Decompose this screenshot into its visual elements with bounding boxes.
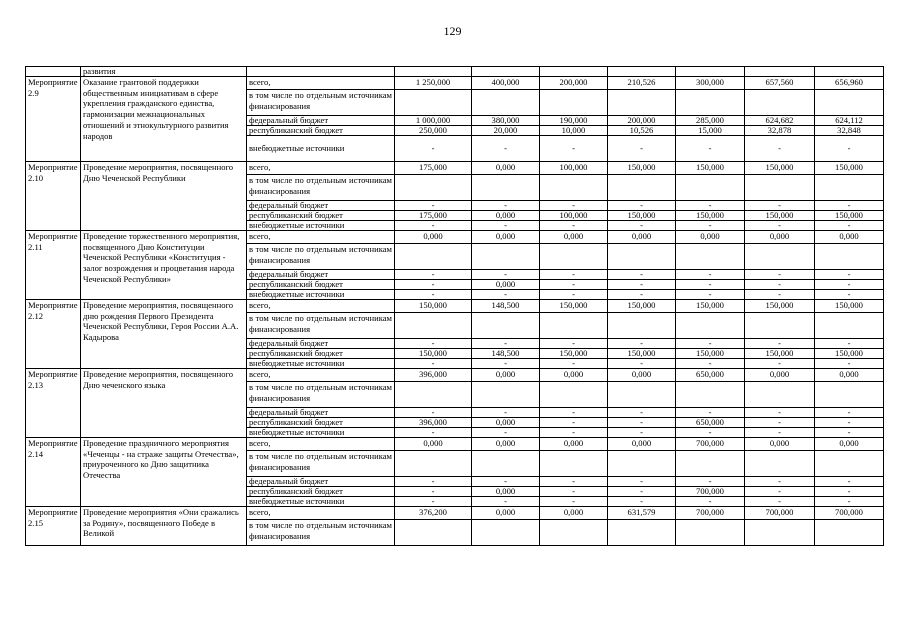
value-cell: 0,000 <box>540 438 608 451</box>
value-cell: - <box>745 221 815 231</box>
value-cell: - <box>395 270 472 280</box>
value-cell: - <box>608 290 676 300</box>
value-cell: 650,000 <box>676 418 745 428</box>
value-cell: - <box>472 359 540 369</box>
value-cell: - <box>395 136 472 162</box>
source-extrabudget: внебюджетные источники <box>247 497 395 507</box>
empty-cell <box>472 451 540 477</box>
value-cell: 0,000 <box>608 369 676 382</box>
empty-cell <box>815 244 884 270</box>
value-cell: 150,000 <box>395 349 472 359</box>
value-cell: - <box>815 201 884 211</box>
value-cell: - <box>395 201 472 211</box>
value-cell: 0,000 <box>745 231 815 244</box>
value-cell: - <box>676 280 745 290</box>
value-cell: 700,000 <box>676 438 745 451</box>
value-cell: - <box>608 136 676 162</box>
value-cell: 0,000 <box>540 369 608 382</box>
empty-cell <box>676 90 745 116</box>
measure-code: Мероприятие 2.12 <box>26 300 81 369</box>
value-cell: 150,000 <box>540 349 608 359</box>
value-cell: 150,000 <box>608 300 676 313</box>
source-extrabudget: внебюджетные источники <box>247 136 395 162</box>
value-cell: 100,000 <box>540 162 608 175</box>
value-cell: - <box>676 290 745 300</box>
value-cell: 150,000 <box>676 211 745 221</box>
empty-cell <box>472 90 540 116</box>
value-cell: - <box>745 418 815 428</box>
value-cell: - <box>395 221 472 231</box>
empty-cell <box>815 175 884 201</box>
empty-cell <box>676 313 745 339</box>
empty-cell <box>540 313 608 339</box>
value-cell: - <box>395 497 472 507</box>
value-cell: - <box>540 201 608 211</box>
value-cell: - <box>540 408 608 418</box>
empty-cell <box>815 90 884 116</box>
value-cell: - <box>745 487 815 497</box>
value-cell: - <box>472 201 540 211</box>
value-cell: - <box>676 339 745 349</box>
value-cell: 150,000 <box>815 349 884 359</box>
value-cell: - <box>815 497 884 507</box>
value-cell: 0,000 <box>472 418 540 428</box>
value-cell: - <box>745 497 815 507</box>
measure-name: Оказание грантовой поддержки общественным инициативам в сфере укрепления гражданского единства, гармонизации межнациональных отношений и этнокультурного развития народов <box>81 77 247 162</box>
source-total: всего, <box>247 507 395 520</box>
source-federal: федеральный бюджет <box>247 116 395 126</box>
value-cell: 0,000 <box>540 231 608 244</box>
value-cell: - <box>540 280 608 290</box>
value-cell: - <box>540 136 608 162</box>
value-cell: 380,000 <box>472 116 540 126</box>
value-cell: 150,000 <box>745 300 815 313</box>
value-cell: 150,000 <box>745 349 815 359</box>
value-cell: 0,000 <box>472 280 540 290</box>
value-cell: - <box>745 201 815 211</box>
value-cell: - <box>676 477 745 487</box>
value-cell: 400,000 <box>472 77 540 90</box>
measure-name: Проведение мероприятия, посвященного дню рождения Первого Президента Чеченской Республики, Героя России А.А. Кадырова <box>81 300 247 369</box>
empty-cell <box>540 382 608 408</box>
source-republican: республиканский бюджет <box>247 126 395 136</box>
source-total: всего, <box>247 77 395 90</box>
source-including: в том числе по отдельным источникам финансирования <box>247 175 395 201</box>
table-row <box>26 67 884 77</box>
value-cell: 0,000 <box>472 369 540 382</box>
value-cell: 150,000 <box>608 349 676 359</box>
value-cell: - <box>676 201 745 211</box>
value-cell: 148,500 <box>472 349 540 359</box>
value-cell: 32,848 <box>815 126 884 136</box>
empty-cell <box>395 451 472 477</box>
value-cell: 10,526 <box>608 126 676 136</box>
table-row <box>26 77 884 90</box>
empty-cell <box>745 175 815 201</box>
table-row <box>26 231 884 244</box>
value-cell: - <box>608 428 676 438</box>
value-cell: 32,878 <box>745 126 815 136</box>
value-cell: 0,000 <box>676 231 745 244</box>
measure-code: Мероприятие 2.11 <box>26 231 81 300</box>
value-cell: - <box>395 339 472 349</box>
value-cell: - <box>540 290 608 300</box>
value-cell: - <box>745 290 815 300</box>
value-cell: 0,000 <box>472 231 540 244</box>
empty-cell <box>395 244 472 270</box>
value-cell: 0,000 <box>815 438 884 451</box>
value-cell: 10,000 <box>540 126 608 136</box>
value-cell: 100,000 <box>540 211 608 221</box>
value-cell: 656,960 <box>815 77 884 90</box>
empty-cell <box>26 67 81 77</box>
value-cell: 150,000 <box>815 211 884 221</box>
empty-cell <box>815 451 884 477</box>
value-cell: - <box>540 428 608 438</box>
table-row <box>26 438 884 451</box>
empty-cell <box>395 520 472 546</box>
value-cell: - <box>608 487 676 497</box>
source-republican: республиканский бюджет <box>247 349 395 359</box>
value-cell: - <box>608 339 676 349</box>
empty-cell <box>472 67 540 77</box>
value-cell: - <box>815 290 884 300</box>
value-cell: - <box>815 487 884 497</box>
empty-cell <box>472 244 540 270</box>
empty-cell <box>676 451 745 477</box>
value-cell: - <box>472 221 540 231</box>
empty-cell <box>540 90 608 116</box>
value-cell: 0,000 <box>472 507 540 520</box>
empty-cell <box>540 175 608 201</box>
value-cell: 396,000 <box>395 369 472 382</box>
value-cell: - <box>608 418 676 428</box>
value-cell: 1 250,000 <box>395 77 472 90</box>
value-cell: 0,000 <box>472 211 540 221</box>
empty-cell <box>608 67 676 77</box>
source-republican: республиканский бюджет <box>247 280 395 290</box>
value-cell: - <box>608 270 676 280</box>
measure-name: Проведение мероприятия, посвященного Дню Чеченской Республики <box>81 162 247 231</box>
source-federal: федеральный бюджет <box>247 339 395 349</box>
empty-cell <box>745 67 815 77</box>
empty-cell <box>608 313 676 339</box>
measure-code: Мероприятие 2.14 <box>26 438 81 507</box>
empty-cell <box>745 313 815 339</box>
empty-cell <box>676 382 745 408</box>
empty-cell <box>540 520 608 546</box>
empty-cell <box>608 244 676 270</box>
value-cell: - <box>745 428 815 438</box>
value-cell: - <box>540 477 608 487</box>
empty-cell <box>745 90 815 116</box>
value-cell: - <box>540 221 608 231</box>
value-cell: - <box>745 270 815 280</box>
value-cell: 150,000 <box>815 300 884 313</box>
name-tail-cell: развития <box>81 67 247 77</box>
value-cell: - <box>815 477 884 487</box>
source-including: в том числе по отдельным источникам финансирования <box>247 313 395 339</box>
source-total: всего, <box>247 438 395 451</box>
empty-cell <box>815 67 884 77</box>
value-cell: 0,000 <box>745 438 815 451</box>
source-extrabudget: внебюджетные источники <box>247 290 395 300</box>
value-cell: - <box>608 497 676 507</box>
value-cell: - <box>395 408 472 418</box>
value-cell: 148,500 <box>472 300 540 313</box>
value-cell: 0,000 <box>395 231 472 244</box>
value-cell: 150,000 <box>676 162 745 175</box>
value-cell: - <box>815 221 884 231</box>
table-row <box>26 507 884 520</box>
value-cell: 0,000 <box>472 487 540 497</box>
value-cell: 175,000 <box>395 211 472 221</box>
value-cell: 0,000 <box>815 369 884 382</box>
value-cell: 0,000 <box>472 438 540 451</box>
empty-cell <box>395 175 472 201</box>
empty-cell <box>608 520 676 546</box>
source-republican: республиканский бюджет <box>247 418 395 428</box>
empty-cell <box>815 313 884 339</box>
value-cell: - <box>676 359 745 369</box>
value-cell: 0,000 <box>608 438 676 451</box>
source-federal: федеральный бюджет <box>247 408 395 418</box>
value-cell: 700,000 <box>676 507 745 520</box>
value-cell: 150,000 <box>676 349 745 359</box>
source-republican: республиканский бюджет <box>247 487 395 497</box>
value-cell: 700,000 <box>676 487 745 497</box>
value-cell: - <box>472 428 540 438</box>
value-cell: 200,000 <box>608 116 676 126</box>
value-cell: - <box>472 497 540 507</box>
value-cell: - <box>815 339 884 349</box>
measure-name: Проведение мероприятия «Они сражались за Родину», посвященного Победе в Великой <box>81 507 247 546</box>
value-cell: 0,000 <box>472 162 540 175</box>
empty-cell <box>608 90 676 116</box>
value-cell: 150,000 <box>676 300 745 313</box>
value-cell: 396,000 <box>395 418 472 428</box>
empty-cell <box>745 244 815 270</box>
value-cell: 150,000 <box>540 300 608 313</box>
source-extrabudget: внебюджетные источники <box>247 428 395 438</box>
value-cell: - <box>395 359 472 369</box>
value-cell: 200,000 <box>540 77 608 90</box>
value-cell: - <box>608 359 676 369</box>
empty-cell <box>676 244 745 270</box>
source-including: в том числе по отдельным источникам финансирования <box>247 244 395 270</box>
source-federal: федеральный бюджет <box>247 201 395 211</box>
table-body <box>26 67 884 546</box>
source-including: в том числе по отдельным источникам финансирования <box>247 520 395 546</box>
value-cell: 250,000 <box>395 126 472 136</box>
value-cell: - <box>540 418 608 428</box>
value-cell: 20,000 <box>472 126 540 136</box>
value-cell: - <box>472 408 540 418</box>
value-cell: 1 000,000 <box>395 116 472 126</box>
value-cell: 210,526 <box>608 77 676 90</box>
source-total: всего, <box>247 300 395 313</box>
empty-cell <box>472 520 540 546</box>
value-cell: - <box>815 270 884 280</box>
value-cell: - <box>395 280 472 290</box>
value-cell: 650,000 <box>676 369 745 382</box>
value-cell: - <box>815 359 884 369</box>
value-cell: - <box>608 408 676 418</box>
source-federal: федеральный бюджет <box>247 270 395 280</box>
value-cell: 624,682 <box>745 116 815 126</box>
value-cell: - <box>815 428 884 438</box>
value-cell: 0,000 <box>745 369 815 382</box>
empty-cell <box>608 451 676 477</box>
value-cell: 0,000 <box>395 438 472 451</box>
empty-cell <box>472 313 540 339</box>
value-cell: - <box>676 497 745 507</box>
empty-cell <box>815 382 884 408</box>
value-cell: - <box>676 408 745 418</box>
value-cell: 15,000 <box>676 126 745 136</box>
value-cell: - <box>395 290 472 300</box>
value-cell: 150,000 <box>608 211 676 221</box>
value-cell: 376,200 <box>395 507 472 520</box>
value-cell: 700,000 <box>745 507 815 520</box>
value-cell: - <box>745 339 815 349</box>
source-federal: федеральный бюджет <box>247 477 395 487</box>
value-cell: 700,000 <box>815 507 884 520</box>
value-cell: - <box>676 270 745 280</box>
value-cell: - <box>608 221 676 231</box>
value-cell: - <box>395 477 472 487</box>
value-cell: - <box>815 418 884 428</box>
value-cell: 150,000 <box>815 162 884 175</box>
table-row <box>26 369 884 382</box>
measure-code: Мероприятие 2.9 <box>26 77 81 162</box>
measure-code: Мероприятие 2.15 <box>26 507 81 546</box>
measure-name: Проведение торжественного мероприятия, посвященного Дню Конституции Чеченской Республики «Конституция - залог возрождения и процветания народа Чеченской Республики» <box>81 231 247 300</box>
empty-cell <box>472 175 540 201</box>
value-cell: - <box>540 497 608 507</box>
value-cell: - <box>745 477 815 487</box>
value-cell: 150,000 <box>745 211 815 221</box>
value-cell: - <box>676 221 745 231</box>
source-republican: республиканский бюджет <box>247 211 395 221</box>
empty-cell <box>540 67 608 77</box>
empty-cell <box>676 175 745 201</box>
source-total: всего, <box>247 369 395 382</box>
measure-name: Проведение мероприятия, посвященного Дню чеченского языка <box>81 369 247 438</box>
value-cell: - <box>745 136 815 162</box>
value-cell: - <box>608 201 676 211</box>
source-including: в том числе по отдельным источникам финансирования <box>247 90 395 116</box>
source-including: в том числе по отдельным источникам финансирования <box>247 382 395 408</box>
page-number: 129 <box>443 24 462 38</box>
empty-cell <box>395 382 472 408</box>
value-cell: - <box>745 280 815 290</box>
value-cell: - <box>472 339 540 349</box>
value-cell: 175,000 <box>395 162 472 175</box>
empty-cell <box>745 451 815 477</box>
value-cell: 300,000 <box>676 77 745 90</box>
value-cell: - <box>540 270 608 280</box>
value-cell: 657,560 <box>745 77 815 90</box>
value-cell: - <box>540 487 608 497</box>
value-cell: 0,000 <box>608 231 676 244</box>
value-cell: - <box>472 270 540 280</box>
measure-code: Мероприятие 2.10 <box>26 162 81 231</box>
value-cell: - <box>815 408 884 418</box>
value-cell: - <box>608 280 676 290</box>
value-cell: - <box>472 290 540 300</box>
empty-cell <box>815 520 884 546</box>
value-cell: - <box>472 136 540 162</box>
value-cell: 150,000 <box>395 300 472 313</box>
source-total: всего, <box>247 162 395 175</box>
value-cell: 190,000 <box>540 116 608 126</box>
value-cell: - <box>472 477 540 487</box>
source-total: всего, <box>247 231 395 244</box>
measure-name: Проведение праздничного мероприятия «Чеченцы - на страже защиты Отечества», приуроченного ко Дню защитника Отечества <box>81 438 247 507</box>
empty-cell <box>608 382 676 408</box>
value-cell: 150,000 <box>745 162 815 175</box>
value-cell: - <box>815 280 884 290</box>
value-cell: - <box>540 359 608 369</box>
empty-cell <box>395 313 472 339</box>
empty-cell <box>676 520 745 546</box>
empty-cell <box>608 175 676 201</box>
value-cell: - <box>676 428 745 438</box>
value-cell: - <box>745 408 815 418</box>
value-cell: - <box>745 359 815 369</box>
measure-code: Мероприятие 2.13 <box>26 369 81 438</box>
source-including: в том числе по отдельным источникам финансирования <box>247 451 395 477</box>
table-row <box>26 162 884 175</box>
value-cell: 0,000 <box>540 507 608 520</box>
value-cell: 0,000 <box>815 231 884 244</box>
value-cell: - <box>540 339 608 349</box>
empty-cell <box>247 67 395 77</box>
budget-table <box>25 66 884 546</box>
empty-cell <box>540 244 608 270</box>
empty-cell <box>745 382 815 408</box>
value-cell: - <box>815 136 884 162</box>
value-cell: - <box>395 428 472 438</box>
value-cell: 150,000 <box>608 162 676 175</box>
value-cell: - <box>608 477 676 487</box>
source-extrabudget: внебюджетные источники <box>247 359 395 369</box>
value-cell: 285,000 <box>676 116 745 126</box>
empty-cell <box>540 451 608 477</box>
source-extrabudget: внебюджетные источники <box>247 221 395 231</box>
empty-cell <box>395 67 472 77</box>
empty-cell <box>395 90 472 116</box>
value-cell: 631,579 <box>608 507 676 520</box>
table-row <box>26 300 884 313</box>
empty-cell <box>745 520 815 546</box>
value-cell: 624,112 <box>815 116 884 126</box>
empty-cell <box>472 382 540 408</box>
empty-cell <box>676 67 745 77</box>
value-cell: - <box>676 136 745 162</box>
value-cell: - <box>395 487 472 497</box>
